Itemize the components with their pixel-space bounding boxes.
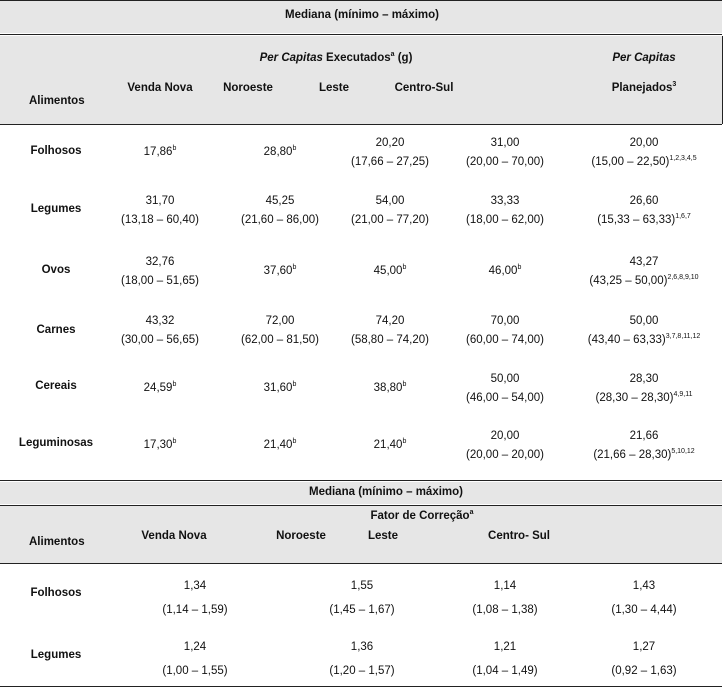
cell-range-value: (28,30 – 28,30) bbox=[595, 392, 674, 404]
table-cell bbox=[466, 427, 544, 465]
cell-median bbox=[593, 427, 694, 446]
table-cell bbox=[374, 436, 407, 455]
cell-range bbox=[466, 211, 544, 230]
factor-median: 1,43 bbox=[632, 580, 656, 592]
cell-range-sup: 2,6,8,9,10 bbox=[667, 274, 699, 282]
cell-median bbox=[466, 427, 544, 446]
cell-range bbox=[351, 153, 429, 172]
cell-range-value: (58,80 – 74,20) bbox=[350, 334, 430, 346]
table-cell bbox=[597, 192, 691, 230]
cell-median bbox=[466, 134, 544, 153]
cell-median-sup: b bbox=[172, 381, 177, 389]
food-label: Carnes bbox=[36, 324, 76, 336]
factor-cell bbox=[611, 635, 676, 683]
cell-range-sup: 5,10,12 bbox=[671, 448, 695, 456]
cell-median-value: 20,00 bbox=[629, 137, 659, 149]
executed-header bbox=[260, 52, 413, 64]
cell-median-sup: b bbox=[402, 381, 407, 389]
cell-median-value: 31,00 bbox=[490, 137, 520, 149]
cell-median-sup: b bbox=[292, 438, 297, 446]
cell-median-value: 20,00 bbox=[490, 430, 520, 442]
cell-range-value: (21,66 – 28,30) bbox=[593, 449, 672, 461]
cell-range bbox=[466, 446, 544, 465]
table-cell bbox=[374, 262, 407, 281]
cell-median bbox=[241, 192, 319, 211]
cell-range-value: (21,00 – 77,20) bbox=[350, 214, 430, 226]
fator-header-sup: a bbox=[469, 509, 474, 517]
table-2-region-noroeste: Noroeste bbox=[276, 530, 326, 542]
cell-range-sup: 3,7,8,11,12 bbox=[665, 333, 701, 341]
table-1-header-rule bbox=[0, 124, 722, 125]
table-cell bbox=[241, 192, 319, 230]
table-1-top-rule bbox=[0, 0, 722, 1]
table-cell bbox=[121, 192, 199, 230]
cell-median bbox=[241, 312, 319, 331]
table-2-header-band bbox=[0, 506, 722, 563]
cell-median-value: 38,80 bbox=[373, 382, 403, 394]
table-2-title: Mediana (mínimo – máximo) bbox=[308, 486, 464, 498]
cell-median bbox=[264, 436, 297, 455]
table-cell bbox=[264, 379, 297, 398]
factor-range: (1,20 – 1,57) bbox=[329, 665, 395, 677]
food-label: Legumes bbox=[30, 649, 82, 661]
cell-range bbox=[121, 331, 199, 350]
region-header-venda-nova: Venda Nova bbox=[127, 82, 193, 94]
cell-range bbox=[241, 331, 319, 350]
factor-range: (0,92 – 1,63) bbox=[611, 665, 677, 677]
table-cell bbox=[591, 134, 696, 172]
table-2-alimentos-header: Alimentos bbox=[29, 536, 85, 548]
factor-median: 1,14 bbox=[493, 580, 517, 592]
cell-range-value: (17,66 – 27,25) bbox=[350, 156, 430, 168]
table-2-region-leste: Leste bbox=[367, 530, 399, 542]
cell-median-value: 28,80 bbox=[263, 146, 293, 158]
cell-median-sup: b bbox=[402, 264, 407, 272]
cell-median-value: 70,00 bbox=[490, 315, 520, 327]
cell-range-value: (18,00 – 62,00) bbox=[465, 214, 545, 226]
cell-range-value: (43,40 – 63,33) bbox=[587, 334, 666, 346]
factor-range: (1,45 – 1,67) bbox=[329, 604, 395, 616]
factor-range: (1,00 – 1,55) bbox=[162, 665, 228, 677]
cell-median-sup: b bbox=[292, 145, 297, 153]
cell-median bbox=[597, 192, 691, 211]
table-cell bbox=[144, 143, 177, 162]
cell-range bbox=[589, 272, 698, 291]
cell-median bbox=[466, 370, 544, 389]
table-cell bbox=[351, 312, 429, 350]
factor-cell bbox=[472, 574, 537, 622]
food-label: Folhosos bbox=[30, 145, 82, 157]
factor-median: 1,55 bbox=[350, 580, 374, 592]
cell-median-value: 54,00 bbox=[375, 195, 405, 207]
cell-range bbox=[593, 446, 694, 465]
planned-header-line1: Per Capitas bbox=[612, 52, 676, 64]
factor-cell bbox=[472, 635, 537, 683]
factor-cell bbox=[611, 574, 676, 622]
factor-median: 1,27 bbox=[632, 641, 656, 653]
cell-median-sup: b bbox=[292, 381, 297, 389]
cell-median bbox=[264, 143, 297, 162]
table-2-title-rule bbox=[0, 505, 722, 506]
cell-median-sup: b bbox=[292, 264, 297, 272]
food-label: Cereais bbox=[35, 380, 77, 392]
table-cell bbox=[264, 143, 297, 162]
cell-median bbox=[589, 253, 698, 272]
factor-median: 1,34 bbox=[183, 580, 207, 592]
table-1-right-edge bbox=[722, 36, 723, 124]
planned-header-sup: 3 bbox=[672, 81, 677, 89]
cell-range bbox=[597, 211, 691, 230]
region-header-leste: Leste bbox=[318, 82, 350, 94]
table-cell bbox=[596, 370, 693, 408]
cell-range-value: (60,00 – 74,00) bbox=[465, 334, 545, 346]
cell-median bbox=[121, 312, 199, 331]
table-cell bbox=[351, 134, 429, 172]
table-1-title-rule bbox=[0, 34, 722, 35]
table-cell bbox=[589, 253, 698, 291]
factor-cell bbox=[162, 635, 227, 683]
cell-range bbox=[121, 211, 199, 230]
table-2-bottom-rule bbox=[0, 686, 722, 687]
cell-median-value: 33,33 bbox=[490, 195, 520, 207]
cell-range-value: (18,00 – 51,65) bbox=[120, 275, 200, 287]
cell-range-sup: 1,2,3,4,5 bbox=[669, 155, 697, 163]
cell-range-value: (43,25 – 50,00) bbox=[589, 275, 668, 287]
table-2-region-venda-nova: Venda Nova bbox=[141, 530, 207, 542]
cell-median-value: 46,00 bbox=[488, 265, 518, 277]
cell-range bbox=[588, 331, 701, 350]
table-cell bbox=[144, 436, 177, 455]
cell-median-value: 21,66 bbox=[629, 430, 659, 442]
table-cell bbox=[593, 427, 694, 465]
cell-median bbox=[596, 370, 693, 389]
table-cell bbox=[264, 436, 297, 455]
table-1-title: Mediana (mínimo – máximo) bbox=[284, 9, 440, 21]
cell-median-value: 43,27 bbox=[629, 256, 659, 268]
cell-median-value: 31,60 bbox=[263, 382, 293, 394]
cell-median-sup: b bbox=[402, 438, 407, 446]
cell-median-value: 43,32 bbox=[145, 315, 175, 327]
cell-range-value: (20,00 – 70,00) bbox=[465, 156, 545, 168]
cell-median-value: 50,00 bbox=[629, 315, 659, 327]
table-cell bbox=[144, 379, 177, 398]
cell-range-value: (15,00 – 22,50) bbox=[591, 156, 670, 168]
table-1-header-band bbox=[0, 36, 722, 124]
region-header-noroeste: Noroeste bbox=[223, 82, 273, 94]
cell-range bbox=[591, 153, 696, 172]
cell-median-sup: b bbox=[172, 145, 177, 153]
cell-median bbox=[351, 312, 429, 331]
cell-median bbox=[264, 379, 297, 398]
factor-cell bbox=[329, 574, 394, 622]
food-label: Ovos bbox=[41, 264, 71, 276]
table-2-top-rule bbox=[0, 480, 722, 481]
cell-range-value: (20,00 – 20,00) bbox=[465, 449, 545, 461]
cell-median-value: 45,00 bbox=[373, 265, 403, 277]
cell-median bbox=[351, 192, 429, 211]
cell-median-value: 17,30 bbox=[143, 439, 173, 451]
cell-range-value: (13,18 – 60,40) bbox=[120, 214, 200, 226]
cell-range-value: (62,00 – 81,50) bbox=[240, 334, 320, 346]
cell-range-sup: 4,9,11 bbox=[673, 391, 693, 399]
factor-median: 1,24 bbox=[183, 641, 207, 653]
cell-median bbox=[588, 312, 701, 331]
cell-range bbox=[466, 389, 544, 408]
cell-median bbox=[121, 253, 199, 272]
table-cell bbox=[489, 262, 522, 281]
cell-median-value: 21,40 bbox=[263, 439, 293, 451]
cell-range-sup: 1,6,7 bbox=[675, 213, 691, 221]
cell-median-value: 72,00 bbox=[265, 315, 295, 327]
cell-median bbox=[489, 262, 522, 281]
cell-range bbox=[351, 331, 429, 350]
cell-median bbox=[264, 262, 297, 281]
cell-median bbox=[351, 134, 429, 153]
cell-median bbox=[591, 134, 696, 153]
cell-range-value: (30,00 – 56,65) bbox=[120, 334, 200, 346]
cell-median bbox=[466, 312, 544, 331]
cell-median bbox=[144, 379, 177, 398]
cell-median-value: 21,40 bbox=[373, 439, 403, 451]
factor-range: (1,08 – 1,38) bbox=[472, 604, 538, 616]
cell-range-value: (21,60 – 86,00) bbox=[240, 214, 320, 226]
table-cell bbox=[121, 253, 199, 291]
cell-range bbox=[351, 211, 429, 230]
cell-range bbox=[596, 389, 693, 408]
cell-median-value: 28,30 bbox=[629, 373, 659, 385]
cell-median bbox=[466, 192, 544, 211]
cell-median-value: 45,25 bbox=[265, 195, 295, 207]
executed-header-sup: a bbox=[390, 51, 395, 59]
planned-header-text: Planejados bbox=[611, 82, 673, 94]
cell-median-value: 74,20 bbox=[375, 315, 405, 327]
cell-median bbox=[144, 436, 177, 455]
cell-median-value: 37,60 bbox=[263, 265, 293, 277]
table-1-alimentos-header: Alimentos bbox=[29, 95, 85, 107]
planned-header-line2 bbox=[612, 82, 677, 94]
cell-median-value: 17,86 bbox=[143, 146, 173, 158]
fator-header-text: Fator de Correção bbox=[370, 510, 470, 522]
cell-median-value: 24,59 bbox=[143, 382, 173, 394]
cell-range bbox=[466, 153, 544, 172]
factor-median: 1,21 bbox=[493, 641, 517, 653]
table-2-header-rule bbox=[0, 563, 722, 564]
fator-header bbox=[371, 510, 474, 522]
cell-median bbox=[374, 436, 407, 455]
cell-median-value: 20,20 bbox=[375, 137, 405, 149]
cell-median-sup: b bbox=[172, 438, 177, 446]
executed-header-text: Executados bbox=[322, 52, 391, 64]
executed-header-italic: Per Capitas bbox=[259, 52, 323, 64]
table-cell bbox=[466, 312, 544, 350]
table-cell bbox=[466, 192, 544, 230]
table-cell bbox=[374, 379, 407, 398]
table-cell bbox=[351, 192, 429, 230]
cell-range-value: (46,00 – 54,00) bbox=[465, 392, 545, 404]
table-cell bbox=[121, 312, 199, 350]
table-cell bbox=[241, 312, 319, 350]
cell-median bbox=[374, 379, 407, 398]
cell-median bbox=[144, 143, 177, 162]
factor-median: 1,36 bbox=[350, 641, 374, 653]
table-2-region-centro-sul: Centro- Sul bbox=[488, 530, 550, 542]
cell-median-value: 32,76 bbox=[145, 256, 175, 268]
cell-range bbox=[121, 272, 199, 291]
cell-range bbox=[466, 331, 544, 350]
food-label: Legumes bbox=[30, 203, 82, 215]
factor-range: (1,30 – 4,44) bbox=[611, 604, 677, 616]
cell-range bbox=[241, 211, 319, 230]
table-cell bbox=[264, 262, 297, 281]
table-cell bbox=[466, 370, 544, 408]
factor-range: (1,14 – 1,59) bbox=[162, 604, 228, 616]
factor-cell bbox=[162, 574, 227, 622]
cell-median-sup: b bbox=[517, 264, 522, 272]
table-cell bbox=[588, 312, 701, 350]
cell-median bbox=[374, 262, 407, 281]
food-label: Leguminosas bbox=[18, 437, 94, 449]
factor-cell bbox=[329, 635, 394, 683]
executed-header-unit: (g) bbox=[394, 52, 413, 64]
cell-median-value: 50,00 bbox=[490, 373, 520, 385]
region-header-centro-sul: Centro-Sul bbox=[394, 82, 454, 94]
cell-median-value: 31,70 bbox=[145, 195, 175, 207]
factor-range: (1,04 – 1,49) bbox=[472, 665, 538, 677]
cell-range-value: (15,33 – 63,33) bbox=[597, 214, 676, 226]
cell-median bbox=[121, 192, 199, 211]
cell-median-value: 26,60 bbox=[629, 195, 659, 207]
table-cell bbox=[466, 134, 544, 172]
food-label: Folhosos bbox=[30, 587, 82, 599]
